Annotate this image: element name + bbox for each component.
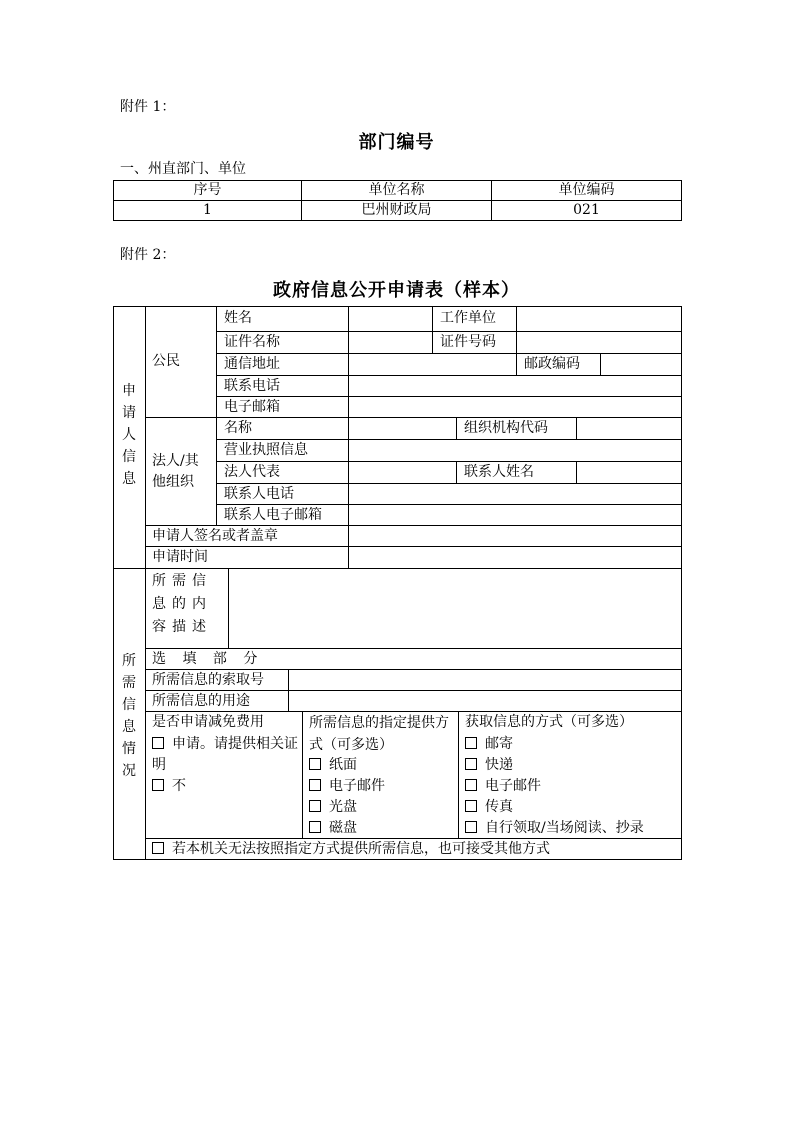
checkbox-icon[interactable] — [465, 758, 477, 770]
fee-waiver-title: 是否申请减免费用 — [152, 714, 264, 730]
field-id-number: 证件号码 — [440, 334, 496, 350]
content-desc-label: 所需信息的内容描述 — [152, 573, 212, 635]
field-contact-phone: 联系人电话 — [224, 486, 294, 502]
org-label: 法人/其他组织 — [152, 453, 199, 490]
field-phone: 联系电话 — [224, 378, 280, 394]
field-signature: 申请人签名或者盖章 — [152, 528, 278, 544]
provide-option-disk[interactable]: 磁盘 — [309, 818, 357, 838]
obtain-option-fax[interactable]: 传真 — [465, 797, 513, 817]
obtain-method-title: 获取信息的方式（可多选） — [465, 714, 633, 730]
checkbox-icon[interactable] — [309, 779, 321, 791]
attachment1-title: 部门编号 — [358, 132, 435, 153]
obtain-option-express[interactable]: 快递 — [465, 755, 513, 775]
citizen-label: 公民 — [152, 353, 180, 369]
field-license: 营业执照信息 — [224, 442, 308, 458]
provide-option-email[interactable]: 电子邮件 — [309, 776, 385, 796]
header-serial: 序号 — [114, 181, 302, 201]
fee-waiver-no-option[interactable]: 不 — [152, 776, 186, 796]
provide-method-title: 所需信息的指定提供方式（可多选） — [309, 715, 449, 753]
header-unit-name: 单位名称 — [302, 181, 492, 201]
accept-other-option[interactable]: 若本机关无法按照指定方式提供所需信息，也可接受其他方式 — [152, 839, 550, 859]
checkbox-icon[interactable] — [309, 800, 321, 812]
field-email: 电子邮箱 — [224, 399, 280, 415]
field-contact-name: 联系人姓名 — [464, 464, 534, 480]
cell-unit-name: 巴州财政局 — [302, 201, 492, 221]
fee-waiver-apply-option[interactable]: 申请。请提供相关证明 — [152, 736, 298, 773]
required-info-label: 所需信息情况 — [122, 653, 136, 779]
obtain-option-mail[interactable]: 邮寄 — [465, 734, 513, 754]
header-unit-code: 单位编码 — [492, 181, 682, 201]
field-work-unit: 工作单位 — [440, 310, 496, 326]
cell-serial: 1 — [114, 201, 302, 221]
checkbox-icon[interactable] — [465, 821, 477, 833]
section-heading: 一、州直部门、单位 — [120, 161, 246, 177]
attachment1-label: 附件 1： — [120, 99, 176, 115]
checkbox-icon[interactable] — [465, 779, 477, 791]
field-address: 通信地址 — [224, 356, 280, 372]
checkbox-icon[interactable] — [152, 737, 164, 749]
checkbox-icon[interactable] — [152, 842, 164, 854]
field-index-no: 所需信息的索取号 — [152, 672, 264, 688]
applicant-info-label: 申请人信息 — [122, 383, 136, 487]
checkbox-icon[interactable] — [465, 737, 477, 749]
obtain-option-email[interactable]: 电子邮件 — [465, 776, 541, 796]
optional-section-label: 选 填 部 分 — [152, 651, 264, 667]
attachment2-label: 附件 2： — [120, 247, 176, 263]
field-postal-code: 邮政编码 — [524, 356, 580, 372]
field-purpose: 所需信息的用途 — [152, 693, 250, 709]
checkbox-icon[interactable] — [152, 779, 164, 791]
field-legal-rep: 法人代表 — [224, 464, 280, 480]
checkbox-icon[interactable] — [465, 800, 477, 812]
field-org-name: 名称 — [224, 420, 252, 436]
form-title: 政府信息公开申请表（样本） — [273, 280, 520, 301]
field-id-name: 证件名称 — [224, 334, 280, 350]
field-org-code: 组织机构代码 — [464, 420, 548, 436]
field-apply-time: 申请时间 — [152, 549, 208, 565]
checkbox-icon[interactable] — [309, 821, 321, 833]
field-contact-email: 联系人电子邮箱 — [224, 507, 322, 523]
obtain-option-self-pickup[interactable]: 自行领取/当场阅读、抄录 — [465, 818, 644, 838]
cell-unit-code: 021 — [492, 201, 682, 221]
field-name: 姓名 — [224, 310, 252, 326]
checkbox-icon[interactable] — [309, 758, 321, 770]
provide-option-cd[interactable]: 光盘 — [309, 797, 357, 817]
provide-option-paper[interactable]: 纸面 — [309, 755, 357, 775]
